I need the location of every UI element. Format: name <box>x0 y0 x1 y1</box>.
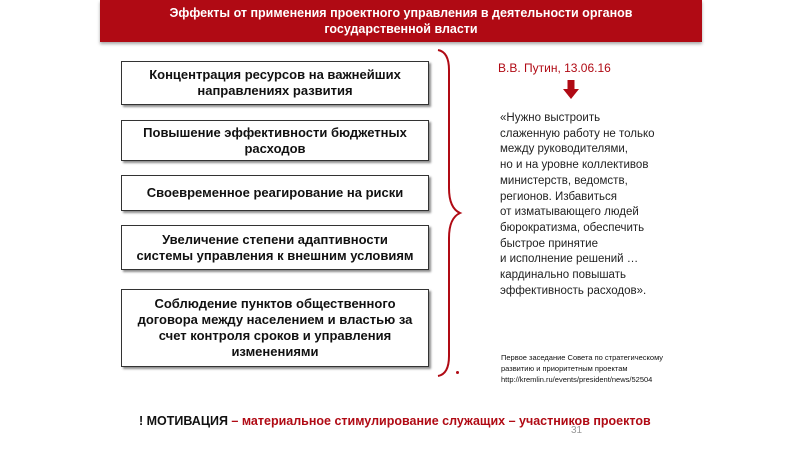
effect-text: Концентрация ресурсов на важнейших <box>149 67 401 82</box>
source-line: развитию и приоритетным проектам <box>501 364 628 373</box>
motivation-text: материальное стимулирование служащих – участников проектов <box>241 414 651 428</box>
decorative-dot <box>456 371 459 374</box>
quote-line: министерств, ведомств, <box>500 174 628 187</box>
quote-line: но и на уровне коллективов <box>500 159 649 172</box>
quote-line: от изматывающего людей <box>500 206 639 219</box>
quote-line: слаженную работу не только <box>500 127 655 140</box>
effect-text: Увеличение степени адаптивности <box>162 231 388 247</box>
quote-line: быстрое принятие <box>500 237 598 250</box>
motivation-dash: – <box>227 414 242 428</box>
effect-text: системы управления к внешним условиям <box>136 247 414 263</box>
effect-text: расходов <box>244 140 306 156</box>
effect-text: договора между населением и властью за <box>137 312 413 327</box>
right-curly-brace-icon <box>436 48 464 378</box>
source-note <box>501 352 701 385</box>
page-number: 31 <box>571 425 583 436</box>
quote-line: «Нужно выстроить <box>500 112 601 124</box>
title-line-1: Эффекты от применения проектного управления в деятельности органов <box>169 6 633 20</box>
effect-box-resources <box>121 61 429 105</box>
effect-box-adaptivity <box>121 225 429 270</box>
effect-text: изменениями <box>231 344 319 359</box>
quote-text <box>500 111 700 299</box>
down-arrow-icon <box>563 80 579 100</box>
motivation-keyword: ! МОТИВАЦИЯ <box>139 414 228 428</box>
source-line: Первое заседание Совета по стратегическому <box>501 353 664 362</box>
quote-author: В.В. Путин, 13.06.16 <box>498 61 611 75</box>
quote-line: и исполнение решений … <box>500 253 639 266</box>
effect-box-risks <box>121 175 429 211</box>
source-link: http://kremlin.ru/events/president/news/52504 <box>501 375 653 384</box>
quote-line: бюрократизма, обеспечить <box>500 221 645 234</box>
quote-line: между руководителями, <box>500 143 628 156</box>
effect-text: Своевременное реагирование на риски <box>146 185 404 200</box>
effect-text: Повышение эффективности бюджетных <box>143 124 407 140</box>
quote-line: кардинально повышать <box>500 269 626 282</box>
motivation-line <box>139 414 699 428</box>
effect-text: направлениях развития <box>197 83 353 98</box>
effect-text: счет контроля сроков и управления <box>158 328 392 343</box>
effect-text: Соблюдение пунктов общественного <box>154 296 396 311</box>
title-line-2: государственной власти <box>324 22 478 36</box>
quote-line: эффективность расходов». <box>500 284 647 297</box>
quote-line: регионов. Избавиться <box>500 190 617 203</box>
slide-title <box>100 0 702 42</box>
effect-box-budget <box>121 120 429 161</box>
effect-box-social-contract <box>121 289 429 367</box>
